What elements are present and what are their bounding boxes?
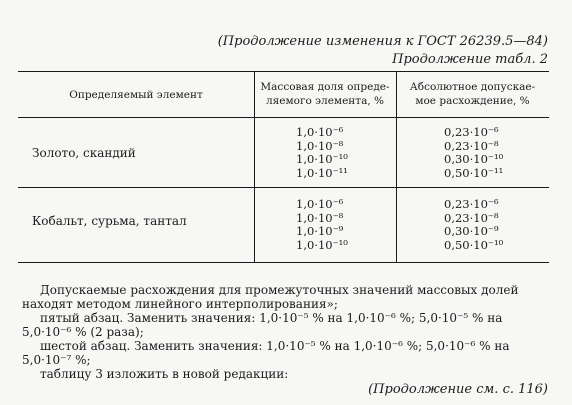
paragraph-line: Допускаемые расхождения для промежуточных значений массовых долей <box>40 283 519 297</box>
paragraph-line: таблицу 3 изложить в новой редакции: <box>40 367 289 381</box>
mass-fraction-cell <box>296 198 348 252</box>
mass-fraction-value: 1,0·10⁻⁹ <box>296 224 344 239</box>
tolerance-value: 0,23·10⁻⁶ <box>444 197 499 211</box>
table-bottom-rule <box>18 262 549 263</box>
tolerance-value: 0,23·10⁻⁸ <box>444 138 499 153</box>
continuation-note: (Продолжение изменения к ГОСТ 26239.5—84) <box>217 34 548 49</box>
mass-fraction-value: 1,0·10⁻⁸ <box>296 210 344 225</box>
table-continuation-note: Продолжение табл. 2 <box>392 52 548 67</box>
tolerance-value: 0,23·10⁻⁶ <box>444 125 499 139</box>
mass-fraction-value: 1,0·10⁻⁶ <box>296 125 344 139</box>
tolerance-cell <box>444 198 503 252</box>
column-header-line: мое расхождение, % <box>415 95 530 107</box>
paragraph-line: пятый абзац. Заменить значения: 1,0·10⁻⁵ % на 1,0·10⁻⁶ %; 5,0·10⁻⁵ % на <box>40 311 503 325</box>
column-header-element: Определяемый элемент <box>69 89 203 101</box>
column-header-line: Абсолютное допускае- <box>409 81 536 93</box>
paragraph-line: 5,0·10⁻⁷ %; <box>22 353 91 367</box>
mass-fraction-value: 1,0·10⁻¹⁰ <box>296 152 348 167</box>
column-header-line: Массовая доля опреде- <box>260 81 390 93</box>
row-divider <box>18 187 549 188</box>
continued-note: (Продолжение см. с. 116) <box>368 382 548 397</box>
table-top-rule <box>18 71 549 72</box>
paragraph-line: 5,0·10⁻⁶ % (2 раза); <box>22 325 144 339</box>
tolerance-value: 0,23·10⁻⁸ <box>444 210 499 225</box>
tolerance-value: 0,30·10⁻¹⁰ <box>444 152 504 167</box>
column-header-tolerance <box>396 80 549 108</box>
mass-fraction-value: 1,0·10⁻⁸ <box>296 138 344 153</box>
tolerance-value: 0,50·10⁻¹⁰ <box>444 237 504 252</box>
mass-fraction-value: 1,0·10⁻⁶ <box>296 197 344 211</box>
table-header-rule <box>18 117 549 118</box>
paragraph-line: шестой абзац. Заменить значения: 1,0·10⁻⁵ % на 1,0·10⁻⁶ %; 5,0·10⁻⁶ % на <box>40 339 510 353</box>
column-header-line: ляемого элемента, % <box>265 95 385 107</box>
paragraph-line: находят методом линейного интерполирования»; <box>22 297 338 311</box>
row-element-cobalt-antimony-tantalum: Кобальт, сурьма, тантал <box>32 214 187 228</box>
tolerance-value: 0,30·10⁻⁹ <box>444 224 499 239</box>
tolerance-value: 0,50·10⁻¹¹ <box>444 165 504 180</box>
tolerance-cell <box>444 126 503 180</box>
mass-fraction-value: 1,0·10⁻¹¹ <box>296 165 348 180</box>
mass-fraction-value: 1,0·10⁻¹⁰ <box>296 237 348 252</box>
row-element-gold-scandium: Золото, скандий <box>32 146 136 160</box>
mass-fraction-cell <box>296 126 348 180</box>
column-header-mass-fraction <box>254 80 396 108</box>
